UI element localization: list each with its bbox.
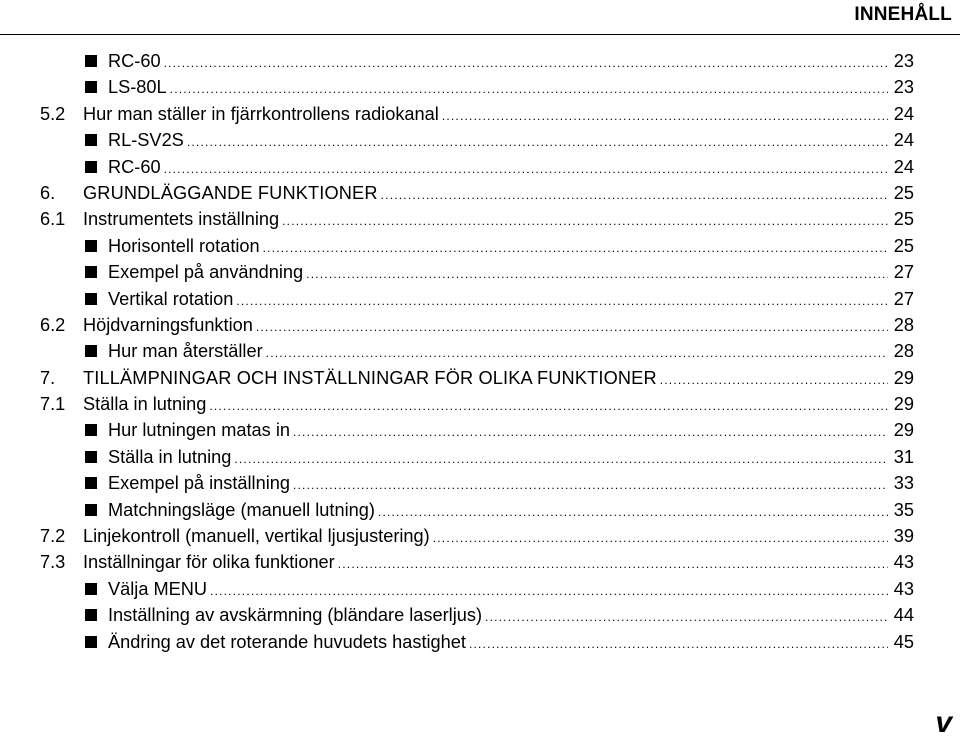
toc-entry-title: GRUNDLÄGGANDE FUNKTIONER (83, 182, 378, 203)
dot-leader (164, 50, 888, 76)
toc-entry-title: Exempel på inställning (108, 473, 290, 494)
toc-entry[interactable] (40, 48, 914, 74)
dot-leader (187, 129, 888, 155)
toc-entry-page: 43 (893, 578, 914, 599)
toc-entry-page: 31 (893, 446, 914, 467)
toc-entry-title: Inställning av avskärmning (bländare laserljus) (108, 605, 483, 626)
toc-entry-title: Linjekontroll (manuell, vertikal ljusjustering) (83, 526, 430, 547)
toc-entry-page: 24 (893, 130, 914, 151)
header-divider (0, 34, 960, 35)
square-bullet-icon (85, 266, 97, 278)
toc-entry-page: 43 (893, 552, 914, 573)
toc-entry-page: 29 (893, 367, 914, 388)
toc-entry-page: 29 (893, 420, 914, 441)
toc-entry-title: Hur man återställer (108, 341, 263, 362)
toc-entry-title: RC-60 (108, 156, 161, 177)
toc-entry-title: Hur man ställer in fjärrkontrollens radiokanal (83, 103, 439, 124)
square-bullet-icon (85, 583, 97, 595)
toc-entry[interactable] (40, 259, 914, 285)
toc-entry[interactable] (40, 233, 914, 259)
toc-entry-page: 23 (893, 51, 914, 71)
dot-leader (293, 472, 888, 498)
toc-entry[interactable] (40, 417, 914, 443)
square-bullet-icon (85, 477, 97, 489)
toc-entry-page: 24 (893, 103, 914, 124)
toc-entry-page: 29 (893, 394, 914, 415)
toc-entry[interactable] (40, 206, 914, 232)
toc-entry-title: Horisontell rotation (108, 235, 260, 256)
toc-entry-title: Inställningar för olika funktioner (83, 552, 335, 573)
toc-entry[interactable] (40, 497, 914, 523)
toc-entry[interactable] (40, 549, 914, 575)
toc-entry-title: RL-SV2S (108, 130, 184, 151)
dot-leader (433, 525, 888, 551)
toc-entry-page: 25 (893, 235, 914, 256)
toc-entry[interactable] (40, 74, 914, 100)
toc-entry-number: 7.1 (40, 394, 66, 415)
toc-entry-number: 7.3 (40, 552, 66, 573)
toc-entry-number: 6. (40, 182, 56, 203)
toc-entry[interactable] (40, 602, 914, 628)
dot-leader (256, 314, 888, 340)
toc-entry-title: Vertikal rotation (108, 288, 234, 309)
square-bullet-icon (85, 345, 97, 357)
toc-entry[interactable] (40, 444, 914, 470)
square-bullet-icon (85, 55, 97, 67)
toc-entry-number: 5.2 (40, 103, 66, 124)
toc-entry-number: 7. (40, 367, 56, 388)
dot-leader (469, 631, 888, 657)
dot-leader (234, 446, 888, 472)
toc-entry-page: 44 (893, 605, 914, 626)
toc-entry-title: Ställa in lutning (108, 446, 232, 467)
dot-leader (378, 499, 888, 525)
toc-entry-title: Ställa in lutning (83, 394, 207, 415)
toc-entry-title: TILLÄMPNINGAR OCH INSTÄLLNINGAR FÖR OLIKA FUNKTIONER (83, 367, 657, 388)
square-bullet-icon (85, 424, 97, 436)
square-bullet-icon (85, 161, 97, 173)
toc-entry-page: 24 (893, 156, 914, 177)
toc-entry[interactable] (40, 180, 914, 206)
toc-entry-title: Välja MENU (108, 578, 208, 599)
toc-entry[interactable] (40, 338, 914, 364)
square-bullet-icon (85, 240, 97, 252)
toc-entry-page: 35 (893, 499, 914, 520)
dot-leader (660, 367, 888, 393)
dot-leader (209, 393, 888, 419)
dot-leader (306, 261, 888, 287)
toc-entry-page: 33 (893, 473, 914, 494)
toc-entry-title: Ändring av det roterande huvudets hastighet (108, 631, 466, 652)
toc-entry[interactable] (40, 286, 914, 312)
toc-entry-page: 27 (893, 288, 914, 309)
toc-entry-page: 27 (893, 262, 914, 283)
toc-entry-title: LS-80L (108, 77, 167, 98)
toc-entry[interactable] (40, 391, 914, 417)
table-of-contents (40, 48, 914, 655)
square-bullet-icon (85, 504, 97, 516)
dot-leader (485, 604, 888, 630)
toc-entry-page: 39 (893, 526, 914, 547)
toc-entry-number: 7.2 (40, 526, 66, 547)
toc-entry-title: Instrumentets inställning (83, 209, 280, 230)
square-bullet-icon (85, 609, 97, 621)
dot-leader (210, 578, 888, 604)
toc-entry-title: Exempel på användning (108, 262, 304, 283)
dot-leader (338, 551, 888, 577)
toc-entry[interactable] (40, 101, 914, 127)
toc-entry-number: 6.2 (40, 314, 66, 335)
toc-entry[interactable] (40, 629, 914, 655)
toc-entry-page: 23 (893, 77, 914, 98)
dot-leader (442, 103, 888, 129)
page-header-title: INNEHÅLL (854, 4, 952, 25)
toc-entry-title: Höjdvarningsfunktion (83, 314, 253, 335)
page-number: v (935, 706, 952, 739)
toc-entry[interactable] (40, 576, 914, 602)
toc-entry[interactable] (40, 312, 914, 338)
dot-leader (263, 235, 888, 261)
toc-entry[interactable] (40, 154, 914, 180)
toc-entry[interactable] (40, 470, 914, 496)
toc-entry-title: Matchningsläge (manuell lutning) (108, 499, 375, 520)
square-bullet-icon (85, 134, 97, 146)
toc-entry-page: 28 (893, 341, 914, 362)
toc-entry-number: 6.1 (40, 209, 66, 230)
dot-leader (282, 208, 888, 234)
toc-entry-page: 45 (893, 631, 914, 652)
dot-leader (266, 340, 888, 366)
toc-entry[interactable] (40, 365, 914, 391)
toc-entry-title: RC-60 (108, 51, 161, 71)
toc-entry-page: 28 (893, 314, 914, 335)
dot-leader (236, 288, 888, 314)
dot-leader (293, 419, 888, 445)
toc-entry-page: 25 (893, 209, 914, 230)
toc-entry[interactable] (40, 127, 914, 153)
square-bullet-icon (85, 636, 97, 648)
dot-leader (170, 76, 888, 102)
square-bullet-icon (85, 451, 97, 463)
square-bullet-icon (85, 293, 97, 305)
toc-entry-page: 25 (893, 182, 914, 203)
dot-leader (164, 156, 888, 182)
toc-entry[interactable] (40, 523, 914, 549)
dot-leader (381, 182, 888, 208)
square-bullet-icon (85, 81, 97, 93)
toc-entry-title: Hur lutningen matas in (108, 420, 290, 441)
